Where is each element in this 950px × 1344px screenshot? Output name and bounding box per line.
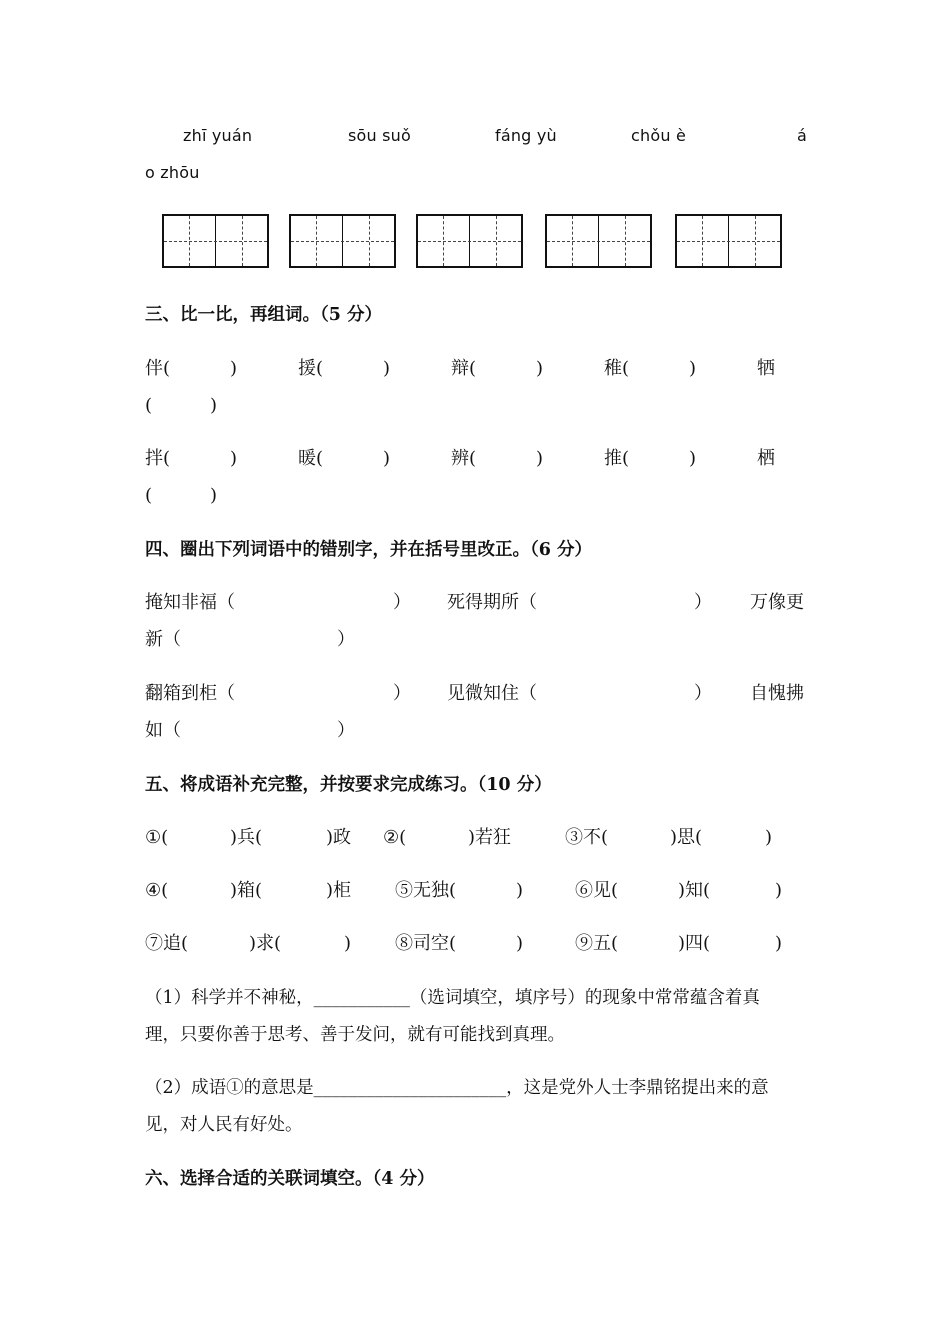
s4-l2-item1: 翻箱到柜（ — [145, 683, 235, 704]
s3-r1-word5: 牺 — [757, 358, 775, 379]
s3-r2-close3: ) — [536, 448, 544, 469]
s3-r1-close4: ) — [689, 358, 697, 379]
s5-r2-c: )柜 — [326, 880, 352, 901]
pinyin-5-end: o zhōu — [145, 163, 200, 182]
s5-r2-b: )箱( — [230, 880, 263, 901]
s5-r3-f: ⑨五( — [575, 933, 619, 954]
s3-r2-open5: ( — [145, 485, 153, 506]
s5-q1-line1: （1）科学并不神秘，___________（选词填空，填序号）的现象中常常蕴含着真 — [145, 988, 760, 1008]
s3-r2-close5: ) — [210, 485, 218, 506]
s3-r1-word2: 援( — [298, 358, 324, 379]
s5-r3-a: ⑦追( — [145, 933, 189, 954]
s5-r2-f: ⑥见( — [575, 880, 619, 901]
s3-r1-word4: 稚( — [604, 358, 630, 379]
s5-r3-b: )求( — [249, 933, 282, 954]
s5-r1-h: ) — [765, 827, 773, 848]
s5-q1-line2: 理，只要你善于思考、善于发问，就有可能找到真理。 — [145, 1025, 565, 1045]
pinyin-5-start: á — [797, 126, 808, 145]
s5-r1-g: )思( — [670, 827, 703, 848]
s4-l1-close2: ） — [694, 592, 712, 613]
pinyin-4: chǒu è — [631, 126, 686, 145]
s5-r3-e: ) — [516, 933, 524, 954]
s4-l1-close3: ） — [337, 629, 355, 650]
section-4-heading: 四、圈出下列词语中的错别字，并在括号里改正。（6 分） — [145, 540, 593, 560]
s3-r2-close4: ) — [689, 448, 697, 469]
s5-r2-a: ④( — [145, 880, 169, 901]
s3-r1-close1: ) — [230, 358, 238, 379]
s4-l2-item2: 见微知住（ — [447, 683, 537, 704]
s4-l2-close1: ） — [393, 683, 411, 704]
s5-r1-d: ②( — [383, 827, 407, 848]
s3-r1-close2: ) — [383, 358, 391, 379]
s5-r2-e: ) — [516, 880, 524, 901]
s3-r1-word3: 辩( — [451, 358, 477, 379]
s4-l1-item1: 掩知非福（ — [145, 592, 235, 613]
s3-r1-close3: ) — [536, 358, 544, 379]
s3-r1-open5: ( — [145, 395, 153, 416]
s3-r2-word4: 推( — [604, 448, 630, 469]
s3-r1-word1: 伴( — [145, 358, 171, 379]
s3-r2-word3: 辨( — [451, 448, 477, 469]
writing-grid-4[interactable] — [545, 214, 652, 268]
section-5-heading: 五、将成语补充完整，并按要求完成练习。（10 分） — [145, 775, 552, 795]
s5-r1-f: ③不( — [565, 827, 609, 848]
s4-l1-item2: 死得期所（ — [447, 592, 537, 613]
s5-r3-h: ) — [775, 933, 783, 954]
s5-r2-h: ) — [775, 880, 783, 901]
writing-grid-1[interactable] — [162, 214, 269, 268]
s3-r1-close5: ) — [210, 395, 218, 416]
s5-r3-d: ⑧司空( — [395, 933, 457, 954]
section-6-heading: 六、选择合适的关联词填空。（4 分） — [145, 1169, 435, 1189]
s5-r3-c: ) — [344, 933, 352, 954]
pinyin-1: zhī yuán — [183, 126, 253, 145]
s5-r1-b: )兵( — [230, 827, 263, 848]
s5-q2-line1: （2）成语①的意思是______________________，这是党外人士李鼎铭提出来的意 — [145, 1078, 769, 1098]
s4-l1-item3-end: 新（ — [145, 629, 181, 650]
pinyin-3: fáng yù — [495, 126, 557, 145]
s4-l2-close2: ） — [694, 683, 712, 704]
s5-r2-g: )知( — [678, 880, 711, 901]
s3-r2-word2: 暖( — [298, 448, 324, 469]
s4-l1-item3-start: 万像更 — [750, 592, 804, 613]
writing-grid-5[interactable] — [675, 214, 782, 268]
s3-r2-close2: ) — [383, 448, 391, 469]
s5-r1-a: ①( — [145, 827, 169, 848]
s3-r2-word1: 拌( — [145, 448, 171, 469]
s5-r3-g: )四( — [678, 933, 711, 954]
writing-grid-3[interactable] — [416, 214, 523, 268]
writing-grid-2[interactable] — [289, 214, 396, 268]
s4-l2-close3: ） — [337, 720, 355, 741]
s4-l2-item3-end: 如（ — [145, 720, 181, 741]
s4-l1-close1: ） — [393, 592, 411, 613]
s5-r1-e: )若狂 — [468, 827, 512, 848]
s3-r2-word5: 栖 — [757, 448, 775, 469]
s3-r2-close1: ) — [230, 448, 238, 469]
pinyin-2: sōu suǒ — [348, 126, 412, 145]
s5-q2-line2: 见，对人民有好处。 — [145, 1115, 303, 1135]
s5-r1-c: )政 — [326, 827, 352, 848]
s5-r2-d: ⑤无独( — [395, 880, 457, 901]
s4-l2-item3-start: 自愧拂 — [750, 683, 804, 704]
section-3-heading: 三、比一比，再组词。（5 分） — [145, 305, 383, 325]
